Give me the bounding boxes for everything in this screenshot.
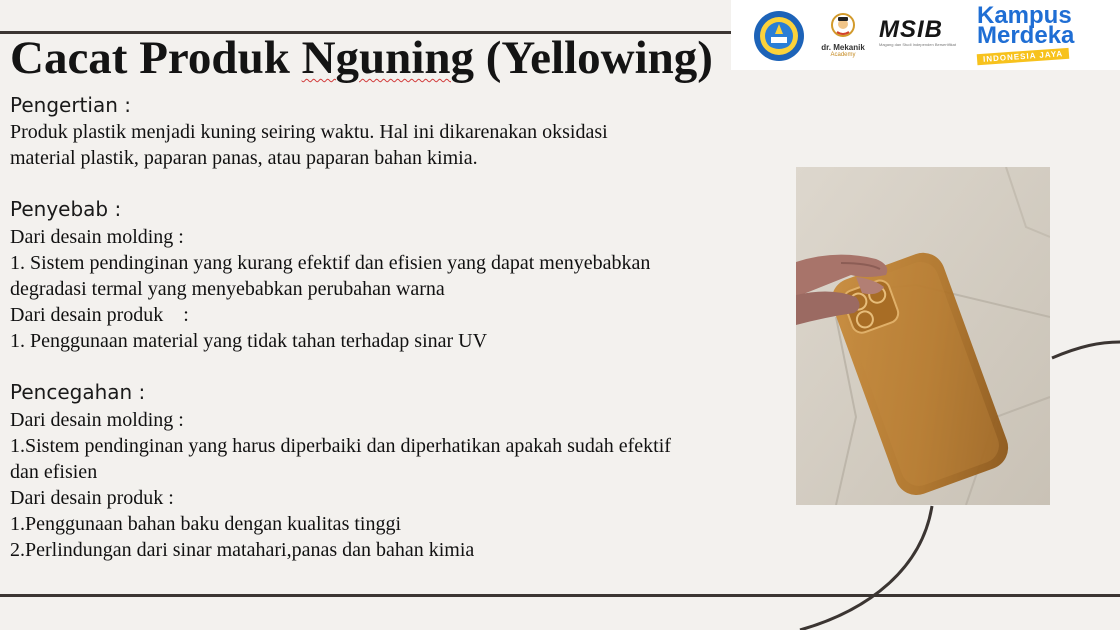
kemdikbud-emblem-icon (753, 10, 805, 62)
mekanik-sub: Academy (830, 52, 856, 58)
merdeka-word: Merdeka (977, 22, 1075, 49)
yellowed-phone-case-photo (796, 167, 1050, 505)
penyebab-line-5: 1. Penggunaan material yang tidak tahan terhadap sinar UV (10, 330, 488, 352)
mekanik-mascot-icon (830, 12, 856, 38)
penyebab-line-4: Dari desain produk : (10, 304, 189, 326)
kampus-word: Kampus (977, 2, 1072, 29)
heading-pengertian: Pengertian : (10, 93, 131, 117)
msib-logo (879, 18, 961, 54)
pencegahan-line-4: Dari desain produk : (10, 487, 174, 509)
title-prefix: Cacat Produk (10, 32, 290, 84)
kemdikbud-logo (753, 10, 805, 62)
pencegahan-line-2: 1.Sistem pendinginan yang harus diperbaiki dan diperhatikan apakah sudah efektif (10, 435, 671, 457)
heading-pencegahan: Pencegahan : (10, 380, 146, 404)
slide-title (10, 30, 713, 86)
msib-tagline: Magang dan Studi Independen Bersertifikat (879, 42, 956, 47)
pengertian-line-2: material plastik, paparan panas, atau paparan bahan kimia. (10, 147, 478, 169)
pencegahan-line-1: Dari desain molding : (10, 409, 184, 431)
dr-mekanik-logo (813, 12, 873, 62)
title-flagged-word: Nguning (301, 32, 475, 84)
pencegahan-line-6: 2.Perlindungan dari sinar matahari,panas dan bahan kimia (10, 539, 475, 561)
mekanik-name: dr. Mekanik (821, 43, 865, 52)
kampus-tagline: INDONESIA JAYA (977, 48, 1070, 65)
msib-wordmark: MSIB (879, 16, 943, 43)
penyebab-line-1: Dari desain molding : (10, 226, 184, 248)
title-suffix: (Yellowing) (485, 32, 713, 84)
pengertian-line-1: Produk plastik menjadi kuning seiring waktu. Hal ini dikarenakan oksidasi (10, 121, 608, 143)
pencegahan-line-3: dan efisien (10, 461, 98, 483)
heading-penyebab: Penyebab : (10, 197, 122, 221)
penyebab-line-2: 1. Sistem pendinginan yang kurang efektif dan efisien yang dapat menyebabkan (10, 252, 651, 274)
logo-strip (731, 0, 1120, 70)
footer-rule (0, 594, 1120, 597)
decorative-arc-right (1052, 342, 1120, 358)
kampus-merdeka-logo (977, 2, 1097, 66)
decorative-arc-bottom (800, 506, 932, 630)
pencegahan-line-5: 1.Penggunaan bahan baku dengan kualitas tinggi (10, 513, 402, 535)
penyebab-line-3: degradasi termal yang menyebabkan perubahan warna (10, 278, 445, 300)
